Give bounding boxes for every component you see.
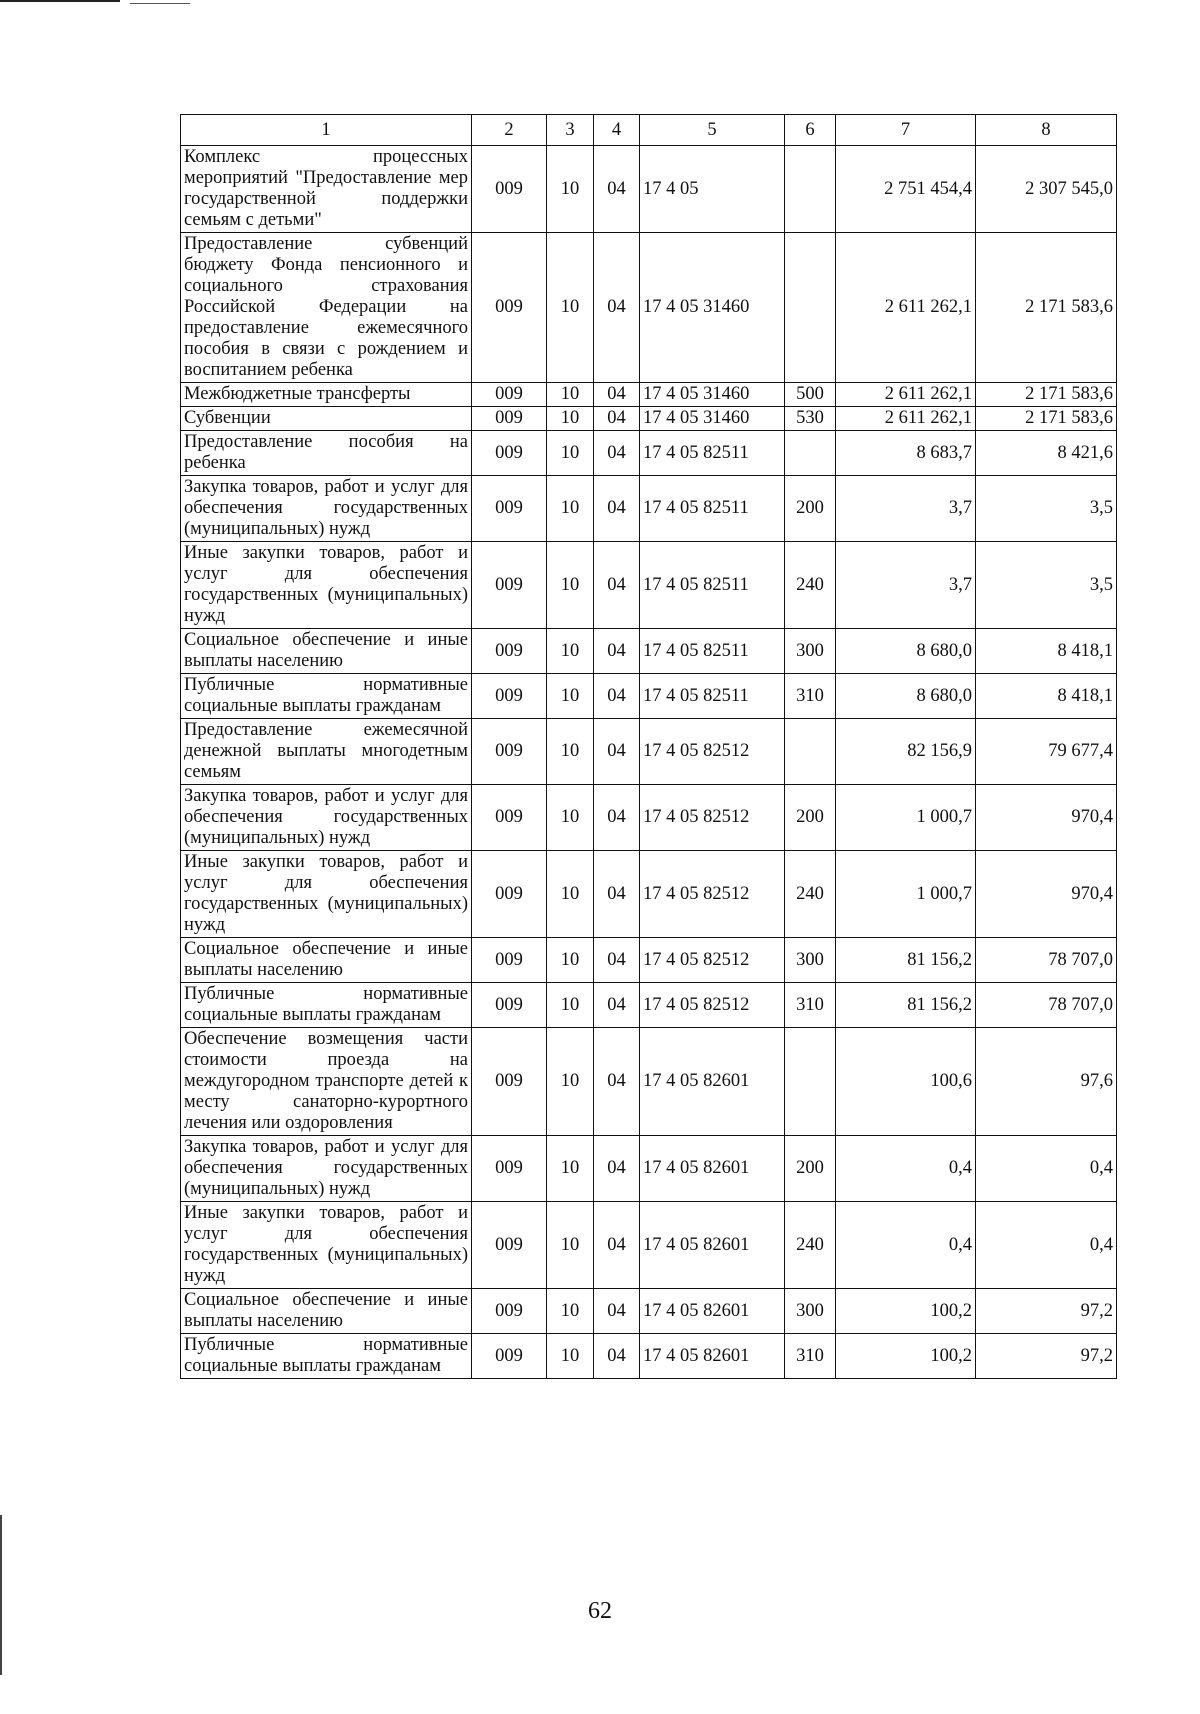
amount-year1-cell: 0,4 [836, 1136, 976, 1202]
expense-type-cell: 300 [785, 1289, 836, 1334]
table-row [181, 383, 1117, 407]
expense-type-cell [785, 431, 836, 476]
amount-year1-cell: 0,4 [836, 1202, 976, 1289]
expense-type-cell: 200 [785, 785, 836, 851]
expense-type-cell: 500 [785, 383, 836, 407]
section-code-cell: 10 [547, 1289, 594, 1334]
table-row [181, 476, 1117, 542]
table-row [181, 719, 1117, 785]
table-row [181, 785, 1117, 851]
expense-type-cell [785, 146, 836, 233]
expense-type-cell: 200 [785, 1136, 836, 1202]
row-name-cell: Публичные нормативные социальные выплаты гражданам [181, 1334, 472, 1379]
subsection-code-cell: 04 [594, 938, 640, 983]
amount-year2-cell: 97,2 [976, 1289, 1117, 1334]
section-code-cell: 10 [547, 629, 594, 674]
subsection-code-cell: 04 [594, 146, 640, 233]
section-code-cell: 10 [547, 1028, 594, 1136]
ministry-code-cell: 009 [472, 1334, 547, 1379]
subsection-code-cell: 04 [594, 383, 640, 407]
amount-year1-cell: 100,2 [836, 1334, 976, 1379]
amount-year2-cell: 97,6 [976, 1028, 1117, 1136]
ministry-code-cell: 009 [472, 476, 547, 542]
expense-type-cell: 200 [785, 476, 836, 542]
amount-year1-cell: 8 680,0 [836, 629, 976, 674]
table-row [181, 1202, 1117, 1289]
table-row [181, 233, 1117, 383]
amount-year1-cell: 1 000,7 [836, 785, 976, 851]
ministry-code-cell: 009 [472, 674, 547, 719]
table-row [181, 542, 1117, 629]
amount-year2-cell: 2 171 583,6 [976, 233, 1117, 383]
amount-year2-cell: 8 418,1 [976, 629, 1117, 674]
target-article-cell: 17 4 05 82601 [640, 1202, 785, 1289]
amount-year2-cell: 2 171 583,6 [976, 383, 1117, 407]
section-code-cell: 10 [547, 146, 594, 233]
subsection-code-cell: 04 [594, 719, 640, 785]
table-row [181, 1289, 1117, 1334]
ministry-code-cell: 009 [472, 1289, 547, 1334]
target-article-cell: 17 4 05 82512 [640, 938, 785, 983]
subsection-code-cell: 04 [594, 431, 640, 476]
amount-year2-cell: 97,2 [976, 1334, 1117, 1379]
expense-type-cell: 530 [785, 407, 836, 431]
amount-year1-cell: 8 680,0 [836, 674, 976, 719]
table-row [181, 938, 1117, 983]
expense-type-cell: 310 [785, 674, 836, 719]
target-article-cell: 17 4 05 82512 [640, 785, 785, 851]
amount-year2-cell: 78 707,0 [976, 938, 1117, 983]
ministry-code-cell: 009 [472, 542, 547, 629]
table-body [181, 146, 1117, 1379]
subsection-code-cell: 04 [594, 674, 640, 719]
table-row [181, 983, 1117, 1028]
subsection-code-cell: 04 [594, 1202, 640, 1289]
scan-edge-mark [0, 0, 120, 2]
table-row [181, 851, 1117, 938]
amount-year1-cell: 3,7 [836, 476, 976, 542]
ministry-code-cell: 009 [472, 233, 547, 383]
expense-type-cell: 310 [785, 983, 836, 1028]
section-code-cell: 10 [547, 476, 594, 542]
section-code-cell: 10 [547, 1334, 594, 1379]
expense-type-cell: 240 [785, 542, 836, 629]
target-article-cell: 17 4 05 82601 [640, 1136, 785, 1202]
amount-year2-cell: 970,4 [976, 851, 1117, 938]
ministry-code-cell: 009 [472, 785, 547, 851]
section-code-cell: 10 [547, 938, 594, 983]
ministry-code-cell: 009 [472, 407, 547, 431]
amount-year1-cell: 100,2 [836, 1289, 976, 1334]
amount-year2-cell: 0,4 [976, 1136, 1117, 1202]
ministry-code-cell: 009 [472, 1202, 547, 1289]
ministry-code-cell: 009 [472, 383, 547, 407]
table-row [181, 1334, 1117, 1379]
target-article-cell: 17 4 05 82601 [640, 1289, 785, 1334]
column-header: 2 [472, 115, 547, 146]
amount-year1-cell: 8 683,7 [836, 431, 976, 476]
target-article-cell: 17 4 05 82511 [640, 431, 785, 476]
page-number: 62 [588, 1598, 612, 1624]
ministry-code-cell: 009 [472, 431, 547, 476]
expense-type-cell: 310 [785, 1334, 836, 1379]
expense-type-cell: 300 [785, 629, 836, 674]
section-code-cell: 10 [547, 719, 594, 785]
table-row [181, 146, 1117, 233]
amount-year1-cell: 2 611 262,1 [836, 383, 976, 407]
ministry-code-cell: 009 [472, 851, 547, 938]
subsection-code-cell: 04 [594, 1289, 640, 1334]
column-header: 3 [547, 115, 594, 146]
scan-edge-mark [0, 1515, 2, 1675]
row-name-cell: Иные закупки товаров, работ и услуг для обеспечения государственных (муниципальных) нужд [181, 1202, 472, 1289]
row-name-cell: Иные закупки товаров, работ и услуг для обеспечения государственных (муниципальных) нужд [181, 542, 472, 629]
scan-edge-mark [130, 3, 190, 4]
target-article-cell: 17 4 05 82511 [640, 674, 785, 719]
row-name-cell: Социальное обеспечение и иные выплаты населению [181, 1289, 472, 1334]
section-code-cell: 10 [547, 233, 594, 383]
amount-year2-cell: 3,5 [976, 476, 1117, 542]
row-name-cell: Закупка товаров, работ и услуг для обеспечения государственных (муниципальных) нужд [181, 1136, 472, 1202]
section-code-cell: 10 [547, 785, 594, 851]
amount-year2-cell: 2 171 583,6 [976, 407, 1117, 431]
amount-year1-cell: 81 156,2 [836, 983, 976, 1028]
target-article-cell: 17 4 05 [640, 146, 785, 233]
section-code-cell: 10 [547, 1202, 594, 1289]
expense-type-cell: 240 [785, 851, 836, 938]
row-name-cell: Предоставление субвенций бюджету Фонда пенсионного и социального страхования Российской Федерации на предоставление ежемесячного пособия в связи с рождением и воспитанием ребенка [181, 233, 472, 383]
target-article-cell: 17 4 05 82601 [640, 1334, 785, 1379]
column-header: 7 [836, 115, 976, 146]
amount-year1-cell: 3,7 [836, 542, 976, 629]
section-code-cell: 10 [547, 383, 594, 407]
expense-type-cell [785, 233, 836, 383]
ministry-code-cell: 009 [472, 938, 547, 983]
ministry-code-cell: 009 [472, 629, 547, 674]
amount-year2-cell: 970,4 [976, 785, 1117, 851]
subsection-code-cell: 04 [594, 1028, 640, 1136]
table-row [181, 1136, 1117, 1202]
target-article-cell: 17 4 05 82601 [640, 1028, 785, 1136]
row-name-cell: Обеспечение возмещения части стоимости проезда на междугородном транспорте детей к месту санаторно-курортного лечения или оздоровления [181, 1028, 472, 1136]
section-code-cell: 10 [547, 431, 594, 476]
amount-year2-cell: 3,5 [976, 542, 1117, 629]
expense-type-cell [785, 719, 836, 785]
amount-year1-cell: 82 156,9 [836, 719, 976, 785]
row-name-cell: Комплекс процессных мероприятий "Предоставление мер государственной поддержки семьям с детьми" [181, 146, 472, 233]
row-name-cell: Публичные нормативные социальные выплаты гражданам [181, 983, 472, 1028]
ministry-code-cell: 009 [472, 719, 547, 785]
table-row [181, 1028, 1117, 1136]
target-article-cell: 17 4 05 82511 [640, 629, 785, 674]
row-name-cell: Социальное обеспечение и иные выплаты населению [181, 938, 472, 983]
subsection-code-cell: 04 [594, 542, 640, 629]
row-name-cell: Межбюджетные трансферты [181, 383, 472, 407]
amount-year2-cell: 78 707,0 [976, 983, 1117, 1028]
column-header: 6 [785, 115, 836, 146]
ministry-code-cell: 009 [472, 1136, 547, 1202]
row-name-cell: Субвенции [181, 407, 472, 431]
amount-year1-cell: 1 000,7 [836, 851, 976, 938]
subsection-code-cell: 04 [594, 629, 640, 674]
section-code-cell: 10 [547, 983, 594, 1028]
budget-table [180, 114, 1117, 1379]
target-article-cell: 17 4 05 82511 [640, 476, 785, 542]
table-row [181, 629, 1117, 674]
amount-year1-cell: 2 751 454,4 [836, 146, 976, 233]
expense-type-cell [785, 1028, 836, 1136]
amount-year1-cell: 100,6 [836, 1028, 976, 1136]
row-name-cell: Публичные нормативные социальные выплаты гражданам [181, 674, 472, 719]
row-name-cell: Предоставление пособия на ребенка [181, 431, 472, 476]
subsection-code-cell: 04 [594, 1136, 640, 1202]
expense-type-cell: 300 [785, 938, 836, 983]
target-article-cell: 17 4 05 82511 [640, 542, 785, 629]
row-name-cell: Закупка товаров, работ и услуг для обеспечения государственных (муниципальных) нужд [181, 476, 472, 542]
subsection-code-cell: 04 [594, 851, 640, 938]
row-name-cell: Социальное обеспечение и иные выплаты населению [181, 629, 472, 674]
amount-year1-cell: 2 611 262,1 [836, 407, 976, 431]
column-header: 1 [181, 115, 472, 146]
row-name-cell: Предоставление ежемесячной денежной выплаты многодетным семьям [181, 719, 472, 785]
amount-year2-cell: 8 421,6 [976, 431, 1117, 476]
column-header: 8 [976, 115, 1117, 146]
amount-year1-cell: 81 156,2 [836, 938, 976, 983]
subsection-code-cell: 04 [594, 407, 640, 431]
column-header: 5 [640, 115, 785, 146]
table-row [181, 407, 1117, 431]
amount-year2-cell: 2 307 545,0 [976, 146, 1117, 233]
amount-year2-cell: 0,4 [976, 1202, 1117, 1289]
table-row [181, 674, 1117, 719]
section-code-cell: 10 [547, 542, 594, 629]
column-header: 4 [594, 115, 640, 146]
row-name-cell: Иные закупки товаров, работ и услуг для обеспечения государственных (муниципальных) нужд [181, 851, 472, 938]
subsection-code-cell: 04 [594, 233, 640, 383]
table-row [181, 431, 1117, 476]
section-code-cell: 10 [547, 1136, 594, 1202]
target-article-cell: 17 4 05 82512 [640, 719, 785, 785]
row-name-cell: Закупка товаров, работ и услуг для обеспечения государственных (муниципальных) нужд [181, 785, 472, 851]
subsection-code-cell: 04 [594, 1334, 640, 1379]
section-code-cell: 10 [547, 407, 594, 431]
target-article-cell: 17 4 05 82512 [640, 851, 785, 938]
section-code-cell: 10 [547, 674, 594, 719]
amount-year2-cell: 79 677,4 [976, 719, 1117, 785]
section-code-cell: 10 [547, 851, 594, 938]
subsection-code-cell: 04 [594, 785, 640, 851]
subsection-code-cell: 04 [594, 476, 640, 542]
subsection-code-cell: 04 [594, 983, 640, 1028]
amount-year1-cell: 2 611 262,1 [836, 233, 976, 383]
ministry-code-cell: 009 [472, 1028, 547, 1136]
amount-year2-cell: 8 418,1 [976, 674, 1117, 719]
expense-type-cell: 240 [785, 1202, 836, 1289]
table-header-row [181, 115, 1117, 146]
ministry-code-cell: 009 [472, 146, 547, 233]
target-article-cell: 17 4 05 31460 [640, 407, 785, 431]
ministry-code-cell: 009 [472, 983, 547, 1028]
target-article-cell: 17 4 05 31460 [640, 383, 785, 407]
target-article-cell: 17 4 05 82512 [640, 983, 785, 1028]
target-article-cell: 17 4 05 31460 [640, 233, 785, 383]
